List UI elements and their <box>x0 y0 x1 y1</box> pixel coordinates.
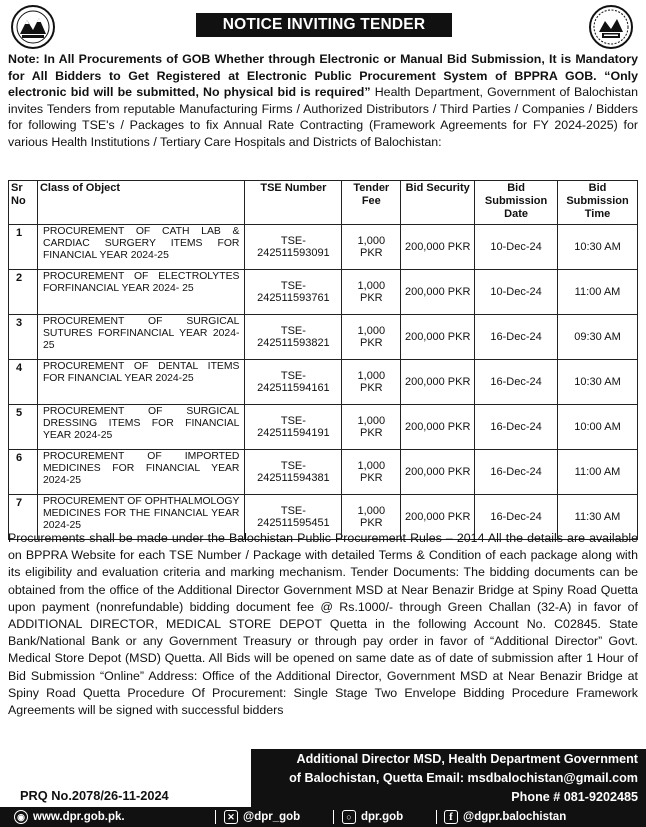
footer-instagram[interactable] <box>342 809 403 825</box>
cell-sr: 5 <box>9 405 38 450</box>
table-row <box>9 360 638 405</box>
cell-sr: 2 <box>9 270 38 315</box>
cell-submission-date: 16-Dec-24 <box>475 405 558 450</box>
instagram-icon: ○ <box>342 810 356 824</box>
cell-class-of-object: PROCUREMENT OF DENTAL ITEMS FOR FINANCIAL YEAR 2024-25 <box>37 360 244 405</box>
cell-bid-security: 200,000 PKR <box>401 315 475 360</box>
twitter-x-icon: ✕ <box>224 810 238 824</box>
cell-tse-number: TSE-242511594161 <box>245 360 342 405</box>
cell-submission-time: 09:30 AM <box>558 315 638 360</box>
contact-line-3: Phone # 081-9202485 <box>511 790 638 804</box>
globe-icon: ◉ <box>14 810 28 824</box>
cell-bid-security: 200,000 PKR <box>401 495 475 540</box>
procurement-details-paragraph: Procurements shall be made under the Balochistan Public Procurement Rules – 2014 All the details are available on BPPRA Website for each TSE Number / Package with detailed Terms & Condition of each package along with its eligibility and evaluation criteria and marking mechanism. Tender Documents: The bidding documents can be obtained from the office of the Additional Director Government MSD at Near Benazir Bridge at Spiny Road Quetta upon payment (nonrefundable) bidding document fee @ Rs.1000/- through Green Challan (32-A) in favor of ADDITIONAL DIRECTOR, MEDICAL STORE DEPOT Quetta in the following Account No. C02845. State Bank/National Bank or any Government Treasury or through pay order in favor of “Additional Director” Govt. Medical Store Depot (MSD) Quetta. All Bids will be opened on same date as of date of submission after 1 Hour of Bid Submission “Online” Address: Office of the Additional Director, Government MSD at Near Benazir Bridge at Spiny Road Quetta Procedure Of Procurement: Single Stage Two Envelope Bidding Procedure Framework Agreements will be signed with successful bidders <box>8 531 638 718</box>
cell-tse-number: TSE-242511595451 <box>245 495 342 540</box>
table-row <box>9 450 638 495</box>
contact-box <box>251 749 646 807</box>
cell-submission-date: 16-Dec-24 <box>475 450 558 495</box>
cell-bid-security: 200,000 PKR <box>401 270 475 315</box>
cell-class-of-object: PROCUREMENT OF IMPORTED MEDICINES FOR FINANCIAL YEAR 2024-25 <box>37 450 244 495</box>
tender-table <box>8 180 638 540</box>
cell-sr: 3 <box>9 315 38 360</box>
table-row <box>9 405 638 450</box>
cell-submission-date: 16-Dec-24 <box>475 360 558 405</box>
footer-twitter[interactable] <box>224 809 300 825</box>
cell-sr: 4 <box>9 360 38 405</box>
footer-facebook[interactable] <box>444 809 566 825</box>
cell-tender-fee: 1,000 PKR <box>342 450 401 495</box>
header-sr-no: Sr No <box>9 181 38 225</box>
cell-class-of-object: PROCUREMENT OF SURGICAL SUTURES FORFINANCIAL YEAR 2024-25 <box>37 315 244 360</box>
cell-tse-number: TSE-242511593821 <box>245 315 342 360</box>
cell-tse-number: TSE-242511594191 <box>245 405 342 450</box>
health-department-seal-icon <box>588 4 634 50</box>
cell-tender-fee: 1,000 PKR <box>342 315 401 360</box>
header-bid-submission-date: Bid Submission Date <box>475 181 558 225</box>
contact-line-1: Additional Director MSD, Health Department Government <box>296 752 638 766</box>
cell-submission-date: 10-Dec-24 <box>475 270 558 315</box>
cell-submission-date: 16-Dec-24 <box>475 315 558 360</box>
cell-submission-time: 11:00 AM <box>558 450 638 495</box>
dpr-logo-icon <box>10 4 56 50</box>
cell-class-of-object: PROCUREMENT OF OPHTHALMOLOGY MEDICINES FOR THE FINANCIAL YEAR 2024-25 <box>37 495 244 540</box>
contact-line-2: of Balochistan, Quetta Email: msdbalochistan@gmail.com <box>289 771 638 785</box>
cell-submission-date: 10-Dec-24 <box>475 225 558 270</box>
footer-website[interactable] <box>14 809 125 825</box>
header-bid-submission-time: Bid Submission Time <box>558 181 638 225</box>
cell-tse-number: TSE-242511593091 <box>245 225 342 270</box>
cell-submission-time: 10:30 AM <box>558 225 638 270</box>
cell-bid-security: 200,000 PKR <box>401 360 475 405</box>
cell-tse-number: TSE-242511594381 <box>245 450 342 495</box>
cell-tender-fee: 1,000 PKR <box>342 225 401 270</box>
table-row <box>9 270 638 315</box>
cell-submission-time: 10:30 AM <box>558 360 638 405</box>
footer-instagram-text: dpr.gob <box>361 811 404 823</box>
cell-tender-fee: 1,000 PKR <box>342 495 401 540</box>
table-row <box>9 315 638 360</box>
table-header-row <box>9 181 638 225</box>
intro-note: Note: In All Procurements of GOB Whether through Electronic or Manual Bid Submission, It is Mandatory for All Bidders to Get Registered at Electronic Public Procurement System of BPPRA GOB. “Only electronic bid will be submitted, No physical bid is required” <box>8 52 638 100</box>
footer-website-text: www.dpr.gob.pk. <box>33 811 125 823</box>
cell-bid-security: 200,000 PKR <box>401 405 475 450</box>
cell-class-of-object: PROCUREMENT OF CATH LAB & CARDIAC SURGERY ITEMS FOR FINANCIAL YEAR 2024-25 <box>37 225 244 270</box>
header-tender-fee: Tender Fee <box>342 181 401 225</box>
cell-submission-time: 10:00 AM <box>558 405 638 450</box>
cell-sr: 1 <box>9 225 38 270</box>
prq-number: PRQ No.2078/26-11-2024 <box>20 788 169 803</box>
footer-bar <box>0 807 646 827</box>
cell-sr: 6 <box>9 450 38 495</box>
notice-header <box>0 0 646 52</box>
intro-invitation: Health Department, Government of Balochistan invites Tenders from reputable Manufacturing Firms / Authorized Distributors / Third Parties / Companies / Bidders for following TSE's / Packages to fix Annual Rate Contracting (Framework Agreements for FY 2024-2025) for various Health Institutions / Tertiary Care Hospitals and Districts of Balochistan: <box>8 85 639 149</box>
notice-title: NOTICE INVITING TENDER <box>196 13 452 37</box>
cell-tender-fee: 1,000 PKR <box>342 360 401 405</box>
footer-twitter-text: @dpr_gob <box>243 811 301 823</box>
cell-bid-security: 200,000 PKR <box>401 225 475 270</box>
cell-tender-fee: 1,000 PKR <box>342 270 401 315</box>
cell-submission-date: 16-Dec-24 <box>475 495 558 540</box>
cell-class-of-object: PROCUREMENT OF SURGICAL DRESSING ITEMS FOR FINANCIAL YEAR 2024-25 <box>37 405 244 450</box>
cell-submission-time: 11:00 AM <box>558 270 638 315</box>
header-tse-number: TSE Number <box>245 181 342 225</box>
header-class-of-object: Class of Object <box>37 181 244 225</box>
cell-tse-number: TSE-242511593761 <box>245 270 342 315</box>
footer-divider <box>333 810 334 824</box>
footer-divider <box>215 810 216 824</box>
facebook-icon: f <box>444 810 458 824</box>
cell-sr: 7 <box>9 495 38 540</box>
header-bid-security: Bid Security <box>401 181 475 225</box>
intro-paragraph <box>8 51 638 151</box>
footer-divider <box>436 810 437 824</box>
cell-class-of-object: PROCUREMENT OF ELECTROLYTES FORFINANCIAL YEAR 2024- 25 <box>37 270 244 315</box>
cell-submission-time: 11:30 AM <box>558 495 638 540</box>
table-row <box>9 225 638 270</box>
footer-facebook-text: @dgpr.balochistan <box>463 811 567 823</box>
cell-bid-security: 200,000 PKR <box>401 450 475 495</box>
cell-tender-fee: 1,000 PKR <box>342 405 401 450</box>
